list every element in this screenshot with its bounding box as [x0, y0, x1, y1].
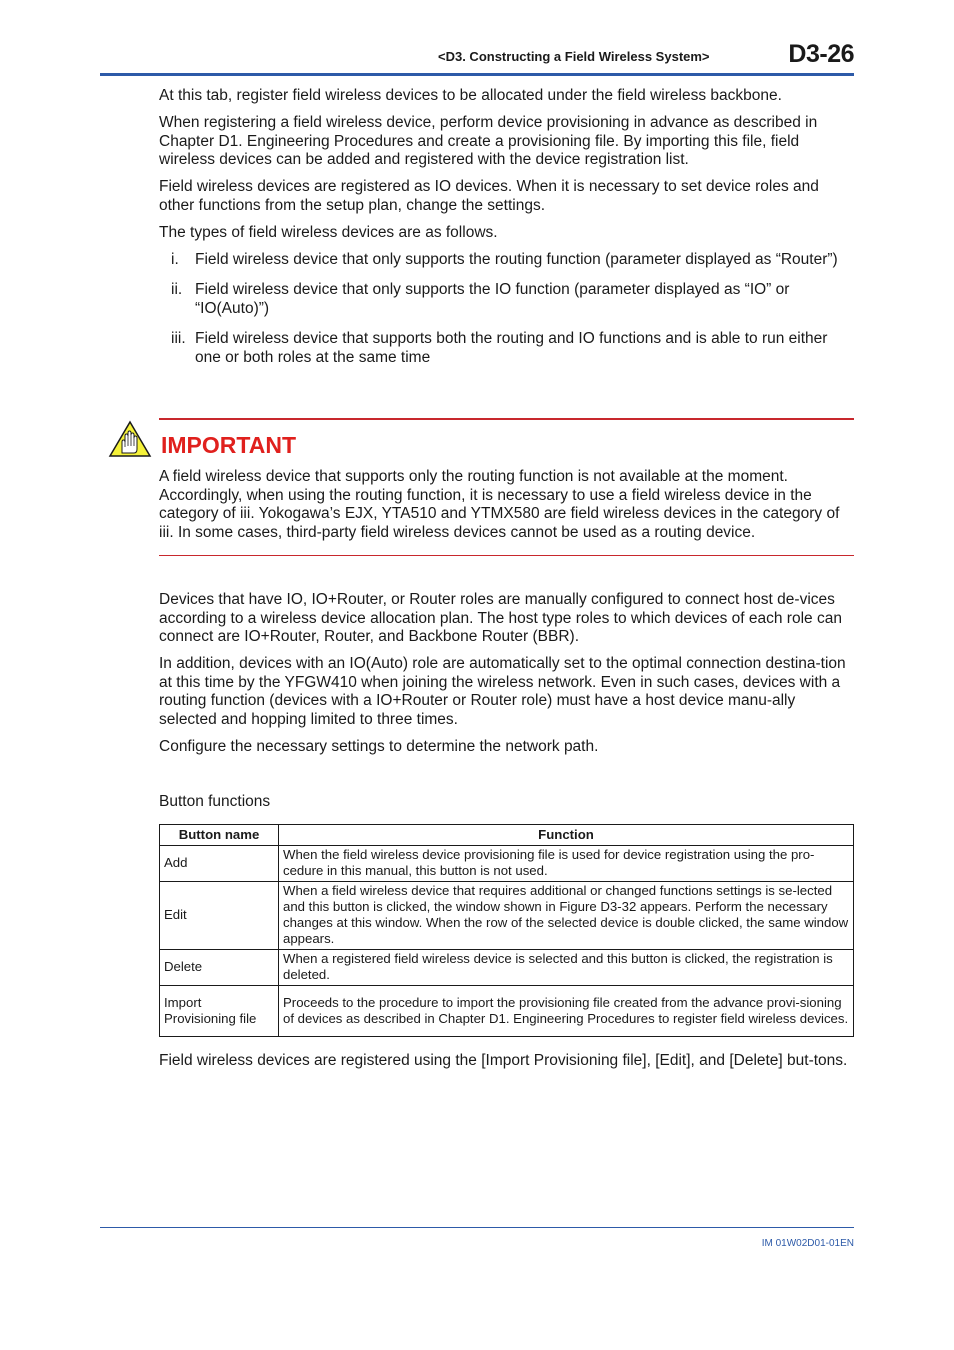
footer-divider [100, 1227, 854, 1228]
button-name-cell: Import Provisioning file [160, 986, 279, 1037]
important-top-rule [159, 418, 854, 420]
intro-paragraph: The types of field wireless devices are as follows. [159, 224, 498, 242]
important-text: A field wireless device that supports only the routing function is not available at the moment. Accordingly, when using the routing function, it is necessary to use a field wireless device in the category of iii. Yokogawa’s EJX, YTA510 and YTMX580 are field wireless devices in the category of iii. In some cases, third-party field wireless devices cannot be used as a routing device. [159, 468, 840, 541]
important-bottom-rule [159, 555, 854, 556]
function-cell: When a registered field wireless device is selected and this button is clicked, the registration is deleted. [279, 950, 854, 986]
button-functions-table [159, 824, 854, 1037]
list-item-number: ii. [171, 281, 183, 299]
function-cell: When a field wireless device that requires additional or changed functions settings is se-lected and this button is clicked, the window shown in Figure D3-32 appears. Perform the necessary changes at this window. When the row of the selected device is double clicked, the same window appears. [279, 882, 854, 950]
page-number: D3-26 [788, 40, 854, 68]
body-paragraph: Configure the necessary settings to determine the network path. [159, 738, 599, 756]
list-item-number: i. [171, 251, 179, 269]
table-row [160, 846, 854, 882]
list-item [159, 251, 854, 270]
table-row [160, 950, 854, 986]
document-number: IM 01W02D01-01EN [761, 1238, 854, 1249]
button-name-cell: Delete [160, 950, 279, 986]
hand-warning-icon [108, 420, 152, 458]
intro-paragraph: When registering a field wireless device, perform device provisioning in advance as described in Chapter D1. Engineering Procedures and create a provisioning file. By importing this file, field wireless devices can be added and registered with the device registration list. [159, 114, 818, 169]
function-cell: Proceeds to the procedure to import the provisioning file created from the advance provi-sioning of devices as described in Chapter D1. Engineering Procedures to register field wireless devices. [279, 986, 854, 1037]
column-header-function: Function [279, 825, 854, 846]
header-divider [100, 73, 854, 76]
closing-paragraph: Field wireless devices are registered using the [Import Provisioning file], [Edit], and [Delete] but-tons. [159, 1052, 848, 1069]
column-header-button-name: Button name [160, 825, 279, 846]
table-row [160, 986, 854, 1037]
body-paragraph: Devices that have IO, IO+Router, or Router roles are manually configured to connect host de-vices according to a wireless device allocation plan. The host type roles to which devices of each role can connect are IO+Router, Router, and Backbone Router (BBR). [159, 591, 842, 646]
important-title: IMPORTANT [161, 432, 297, 458]
host-roles-section [159, 591, 854, 765]
list-item [159, 330, 854, 367]
button-name-cell: Add [160, 846, 279, 882]
table-row [160, 882, 854, 950]
list-item-text: Field wireless device that only supports the routing function (parameter displayed as “Router”) [195, 251, 838, 269]
button-name-cell: Edit [160, 882, 279, 950]
list-item-text: Field wireless device that only supports the IO function (parameter displayed as “IO” or “IO(Auto)”) [195, 281, 790, 317]
device-type-list [159, 251, 854, 367]
intro-paragraph: At this tab, register field wireless devices to be allocated under the field wireless backbone. [159, 87, 782, 104]
function-cell: When the field wireless device provisioning file is used for device registration using the pro-cedure in this manual, this button is not used. [279, 846, 854, 882]
table-caption: Button functions [159, 793, 271, 810]
intro-section [159, 87, 854, 379]
table-header-row [160, 825, 854, 846]
list-item-text: Field wireless device that supports both the routing and IO functions and is able to run either one or both roles at the same time [195, 329, 828, 366]
list-item [159, 281, 854, 318]
header-section-title: <D3. Constructing a Field Wireless System> [438, 49, 710, 64]
intro-paragraph: Field wireless devices are registered as IO devices. When it is necessary to set device roles and other functions from the setup plan, change the settings. [159, 178, 819, 214]
body-paragraph: In addition, devices with an IO(Auto) role are automatically set to the optimal connection destina-tion at this time by the YFGW410 when joining the wireless network. Even in such cases, devices with a routing function (devices with a IO+Router or Router role) must have a host device manu-ally selected and hopping limited to three times. [159, 655, 846, 729]
list-item-number: iii. [171, 329, 186, 347]
